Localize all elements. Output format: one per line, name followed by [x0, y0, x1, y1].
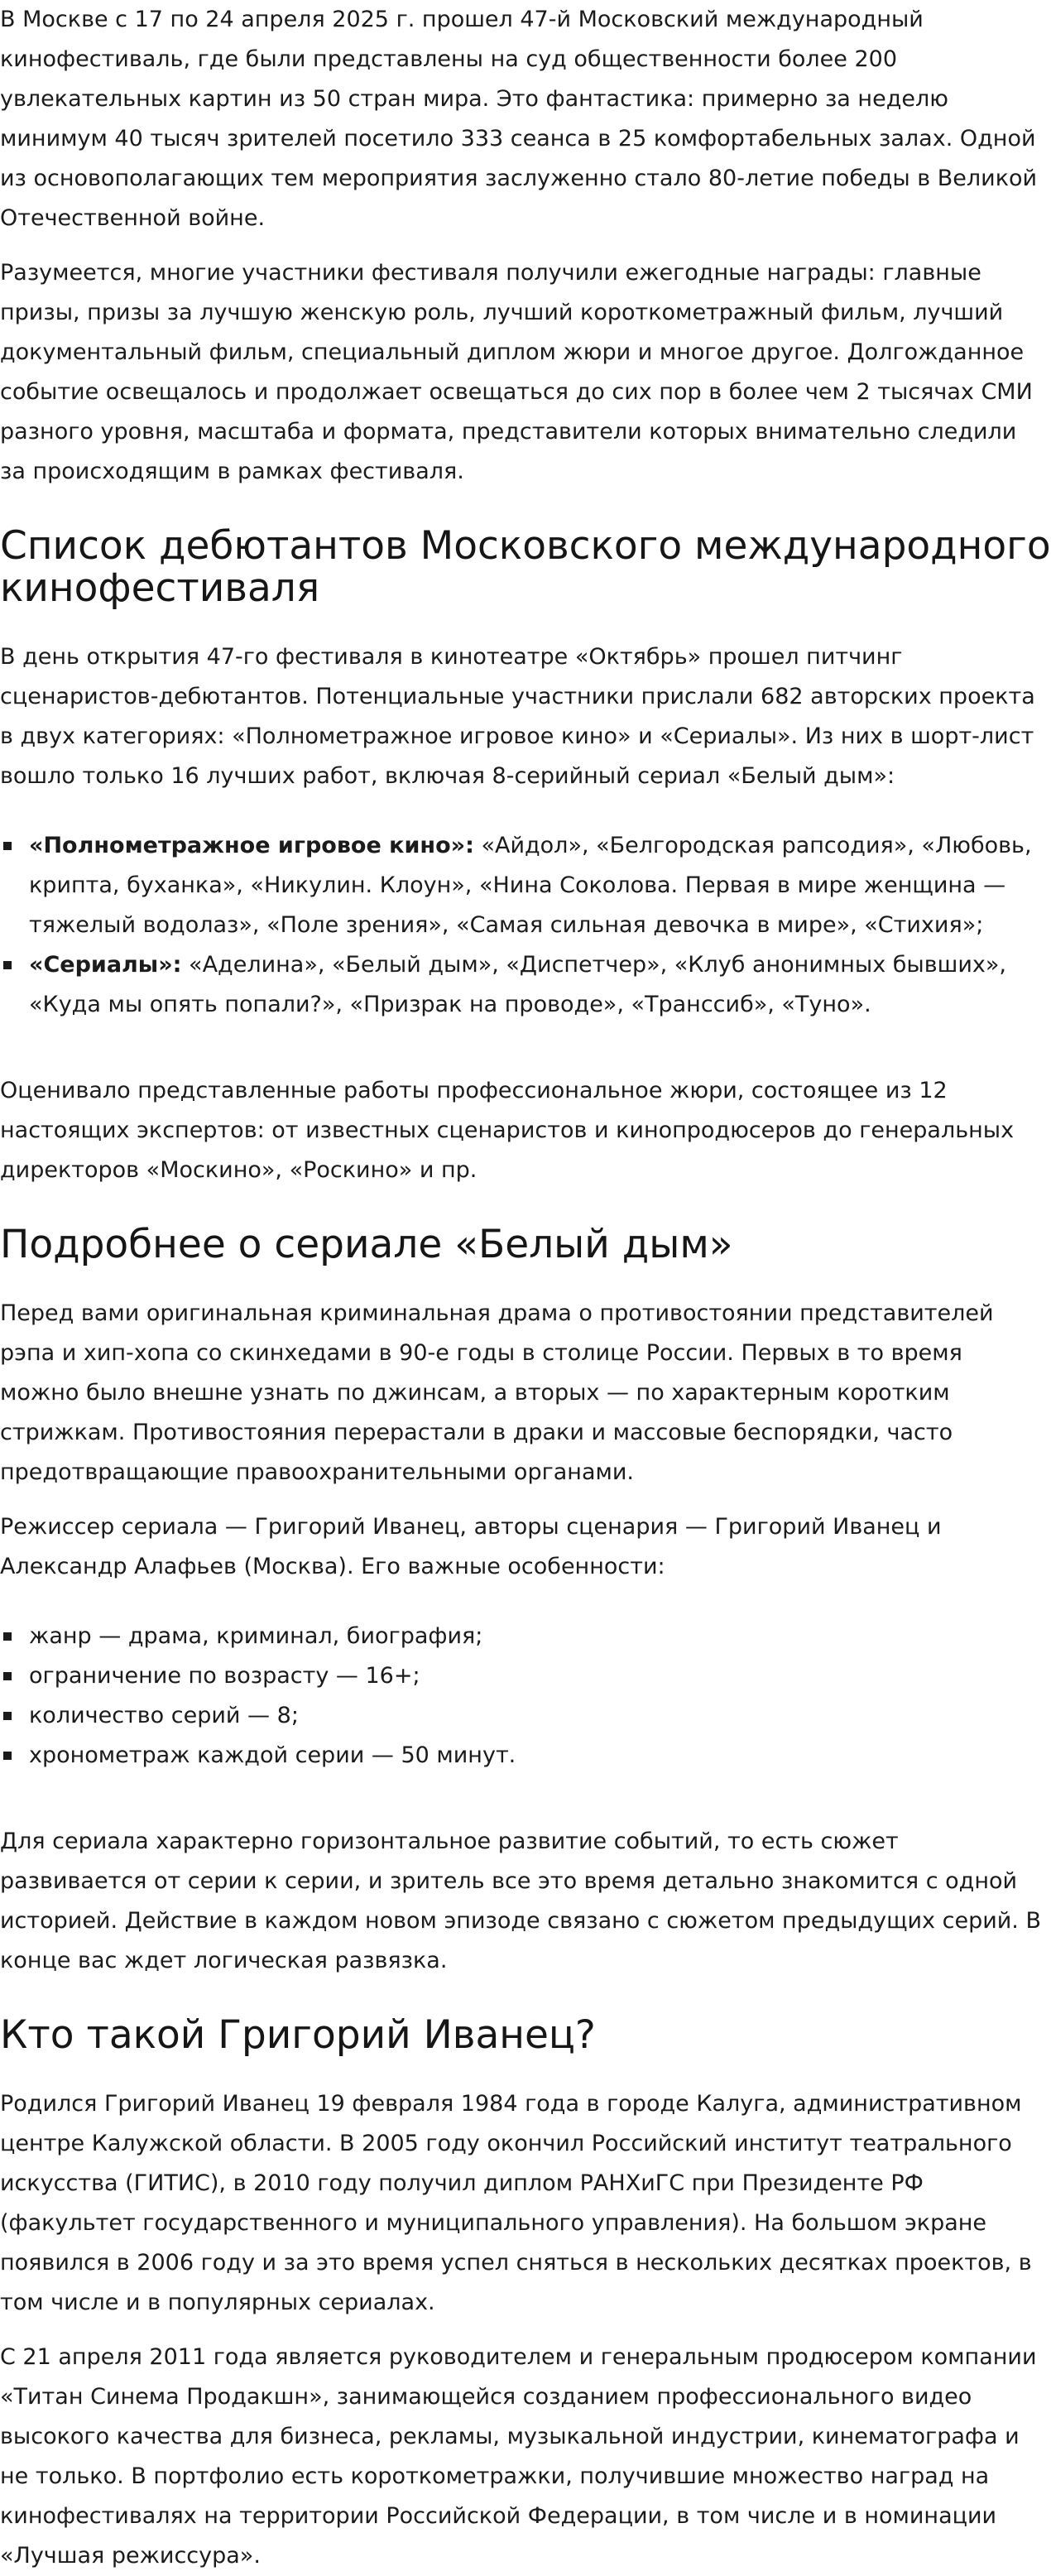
square-bullet-icon	[3, 1712, 12, 1720]
debutants-paragraph-1: В день открытия 47-го фестиваля в кинотеатре «Октябрь» прошел питчинг сценаристов-дебютантов. Потенциальные участники прислали 682 авторских проекта в двух категориях: «Полнометражное игровое кино» и «Сериалы». Из них в шорт-лист вошло только 16 лучших работ, включая 8-серийный сериал «Белый дым»:	[0, 644, 1035, 789]
list-item	[0, 826, 1051, 945]
list-item-text: «Аделина», «Белый дым», «Диспетчер», «Клуб анонимных бывших», «Куда мы опять попали?», «Призрак на проводе», «Транссиб», «Туно».	[29, 952, 1006, 1017]
square-bullet-icon	[3, 961, 12, 969]
series-features-list	[0, 1617, 1051, 1776]
debutants-paragraph-2: Оценивало представленные работы профессиональное жюри, состоящее из 12 настоящих экспертов: от известных сценаристов и кинопродюсеров до генеральных директоров «Москино», «Роскино» и пр.	[0, 1078, 1015, 1183]
list-item	[0, 1656, 1051, 1696]
list-item-text: жанр — драма, криминал, биография;	[29, 1623, 483, 1649]
list-item-text: «Айдол», «Белгородская рапсодия», «Любовь, крипта, буханка», «Никулин. Клоун», «Нина Соколова. Первая в мире женщина — тяжелый водолаз», «Поле зрения», «Самая сильная девочка в мире», «Стихия»;	[29, 833, 1032, 938]
list-item-text: количество серий — 8;	[29, 1703, 299, 1728]
director-paragraph-2: С 21 апреля 2011 года является руководителем и генеральным продюсером компании «Титан Синема Продакшн», занимающейся созданием профессионального видео высокого качества для бизнеса, рекламы, музыкальной индустрии, кинематографа и не только. В портфолио есть короткометражки, получившие множество наград на кинофестивалях на территории Российской Федерации, в том числе и в номинации «Лучшая режиссура».	[0, 2344, 1037, 2569]
square-bullet-icon	[3, 1672, 12, 1680]
list-item	[0, 945, 1051, 1025]
director-paragraph-1: Родился Григорий Иванец 19 февраля 1984 года в городе Калуга, административном центре Калужской области. В 2005 году окончил Российский институт театрального искусства (ГИТИС), в 2010 году получил диплом РАНХиГС при Президенте РФ (факультет государственного и муниципального управления). На большом экране появился в 2006 году и за это время успел сняться в нескольких десятках проектов, в том числе и в популярных сериалах.	[0, 2091, 1032, 2315]
series-paragraph-1: Перед вами оригинальная криминальная драма о противостоянии представителей рэпа и хип-хопа со скинхедами в 90-е годы в столице России. Первых в то время можно было внешне узнать по джинсам, а вторых — по характерным коротким стрижкам. Противостояния перерастали в драки и массовые беспорядки, часто предотвращающие правоохранительными органами.	[0, 1300, 994, 1485]
list-item	[0, 1696, 1051, 1736]
list-item-label: «Сериалы»:	[29, 952, 182, 978]
list-item-text: ограничение по возрасту — 16+;	[29, 1663, 420, 1689]
series-paragraph-3: Для сериала характерно горизонтальное развитие событий, то есть сюжет развивается от серии к серии, и зритель все это время детально знакомится с одной историей. Действие в каждом новом эпизоде связано с сюжетом предыдущих серий. В конце вас ждет логическая развязка.	[0, 1829, 1041, 1973]
list-item-label: «Полнометражное игровое кино»:	[29, 833, 474, 858]
heading-director: Кто такой Григорий Иванец?	[0, 2012, 596, 2058]
debutants-list	[0, 826, 1051, 1025]
list-item	[0, 1617, 1051, 1656]
list-item-text: хронометраж каждой серии — 50 минут.	[29, 1742, 516, 1768]
square-bullet-icon	[3, 1752, 12, 1760]
heading-series: Подробнее о сериале «Белый дым»	[0, 1222, 733, 1267]
square-bullet-icon	[3, 842, 12, 850]
heading-debutants: Список дебютантов Московского международного кинофестиваля	[0, 523, 1051, 611]
list-item	[0, 1736, 1051, 1776]
series-paragraph-2: Режиссер сериала — Григорий Иванец, авторы сценария — Григорий Иванец и Александр Алафьев (Москва). Его важные особенности:	[0, 1514, 942, 1579]
intro-paragraph-2: Разумеется, многие участники фестиваля получили ежегодные награды: главные призы, призы за лучшую женскую роль, лучший короткометражный фильм, лучший документальный фильм, специальный диплом жюри и многое другое. Долгожданное событие освещалось и продолжает освещаться до сих пор в более чем 2 тысячах СМИ разного уровня, масштаба и формата, представители которых внимательно следили за происходящим в рамках фестиваля.	[0, 260, 1033, 484]
square-bullet-icon	[3, 1632, 12, 1641]
intro-paragraph-1: В Москве с 17 по 24 апреля 2025 г. прошел 47-й Московский международный кинофестиваль, где были представлены на суд общественности более 200 увлекательных картин из 50 стран мира. Это фантастика: примерно за неделю минимум 40 тысяч зрителей посетило 333 сеанса в 25 комфортабельных залах. Одной из основополагающих тем мероприятия заслуженно стало 80-летие победы в Великой Отечественной войне.	[0, 7, 1038, 231]
